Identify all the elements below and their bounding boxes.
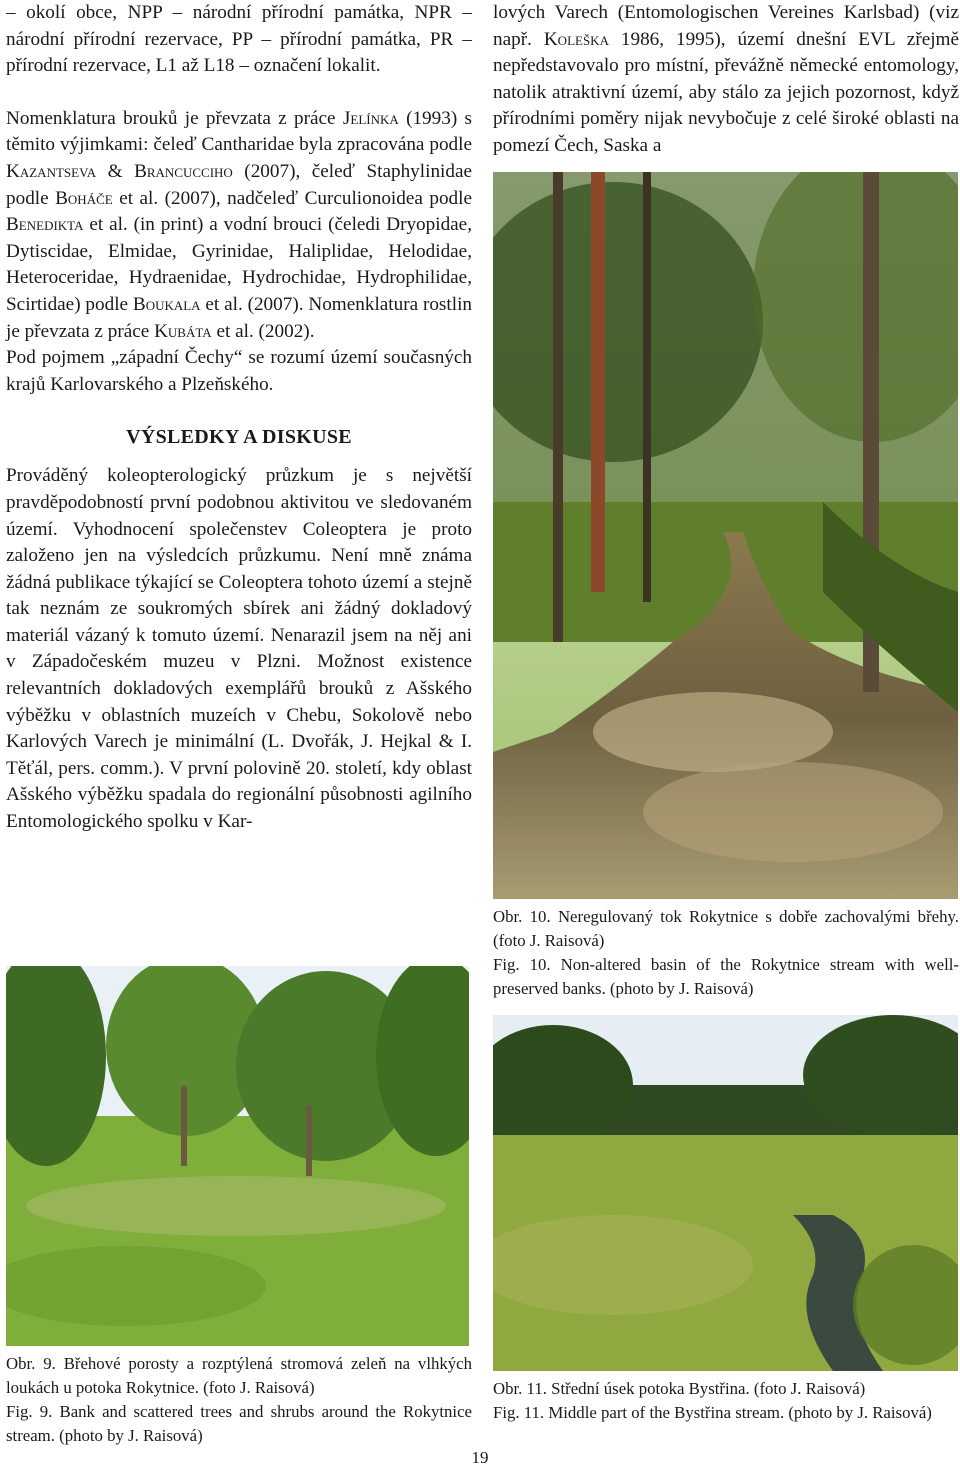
photo-fig11 bbox=[493, 1015, 958, 1371]
right-column bbox=[493, 0, 959, 160]
text-span: (1993) s těmito výjimkami: čeleď Cantharidae byla zpracována podle bbox=[6, 107, 473, 156]
photo-fig9 bbox=[6, 966, 469, 1346]
caption-fig9-en: Fig. 9. Bank and scattered trees and shrubs around the Rokytnice stream. (photo by J. Raisová) bbox=[6, 1402, 472, 1445]
author-name: Benedikta bbox=[6, 214, 84, 236]
section-heading: VÝSLEDKY A DISKUSE bbox=[126, 426, 352, 449]
caption-fig11-en: Fig. 11. Middle part of the Bystřina stream. (photo by J. Raisová) bbox=[493, 1403, 932, 1422]
author-name: Kazantseva bbox=[6, 160, 97, 182]
author-name: Kubáta bbox=[154, 320, 212, 342]
caption-fig10 bbox=[493, 905, 959, 1001]
author-name: Koleška bbox=[543, 28, 609, 50]
page-number: 19 bbox=[471, 1448, 489, 1467]
results-paragraph: Prováděný koleopterologický průzkum je s největší pravděpodobností první podobnou aktivitou ve sledovaném území. Vyhodnocení společenstev Coleoptera je proto založeno jen na výsledcích průzkumu. Není mně známa žádná publikace týkající se Coleoptera tohoto území a stejně tak neznám ze soukromých sbírek ani žádný dokladový materiál vázaný k tomuto území. Nenarazil jsem na něj ani v Západočeském muzeu v Plzni. Možnost existence relevantních dokladových exemplářů brouků z Ašského výběžku v oblastních muzeích v Chebu, Sokolově nebo Karlových Varech je minimální (L. Dvořák, J. Hejkal & I. Těťál, pers. comm.). V první polovině 20. století, kdy oblast Ašského výběžku spadala do regionální působnosti agilního Entomologického spolku v Kar- bbox=[6, 465, 472, 833]
west-bohemia-paragraph: Pod pojmem „západní Čechy“ se rozumí území současných krajů Karlovarského a Plzeňského. bbox=[6, 347, 472, 395]
author-name: Boukala bbox=[132, 293, 201, 315]
photo-fig10 bbox=[493, 172, 958, 899]
text-span: & bbox=[96, 160, 135, 182]
nomenclature-paragraph bbox=[6, 106, 472, 345]
author-name: Boháče bbox=[55, 187, 113, 209]
caption-fig11 bbox=[493, 1377, 959, 1425]
text-span: et al. (2007), nadčeleď Curculionoidea podle bbox=[112, 187, 472, 209]
text-span: lových Varech (Entomologischen Vereines Karlsbad) (viz např. bbox=[493, 2, 959, 50]
text-span: 1986, 1995), území dnešní EVL zřejmě nepředstavovalo pro místní, převážně německé entomology, natolik atraktivní území, aby stálo za jejich pozornost, když přírodními poměry nijak nevybočuje z celé široké oblasti na pomezí Čech, Saska a bbox=[493, 28, 960, 156]
caption-fig9-cz: Obr. 9. Břehové porosty a rozptýlená stromová zeleň na vlhkých loukách u potoka Rokytnice. (foto J. Raisová) bbox=[6, 1354, 472, 1397]
caption-fig10-en: Fig. 10. Non-altered basin of the Rokytnice stream with well-preserved banks. (photo by J. Raisová) bbox=[493, 955, 959, 998]
caption-fig9 bbox=[6, 1352, 472, 1448]
left-column bbox=[6, 0, 472, 836]
caption-fig11-cz: Obr. 11. Střední úsek potoka Bystřina. (foto J. Raisová) bbox=[493, 1379, 866, 1398]
text-span: et al. (2007). Nomenklatura rostlin je převzata z práce bbox=[6, 293, 472, 342]
author-name: Brancucciho bbox=[134, 160, 233, 182]
text-span: (2007), čeleď Staphylinidae podle bbox=[6, 160, 472, 209]
continuation-paragraph bbox=[493, 0, 959, 160]
author-name: Jelínka bbox=[342, 107, 399, 129]
text-span: et al. (in print) a vodní brouci (čeledi Dryopidae, Dytiscidae, Elmidae, Gyrinidae, Haliplidae, Helodidae, Heteroceridae, Hydraenidae, Hydrochidae, Hydrophilidae, Scirtidae) podle bbox=[6, 214, 472, 315]
text-span: Nomenklatura brouků je převzata z práce bbox=[6, 107, 343, 129]
text-span: et al. (2002). bbox=[211, 320, 315, 342]
caption-fig10-cz: Obr. 10. Neregulovaný tok Rokytnice s dobře zachovalými břehy. (foto J. Raisová) bbox=[493, 907, 959, 950]
intro-paragraph: – okolí obce, NPP – národní přírodní památka, NPR – národní přírodní rezervace, PP – přírodní památka, PR – přírodní rezervace, L1 až L18 – označení lokalit. bbox=[6, 2, 472, 77]
